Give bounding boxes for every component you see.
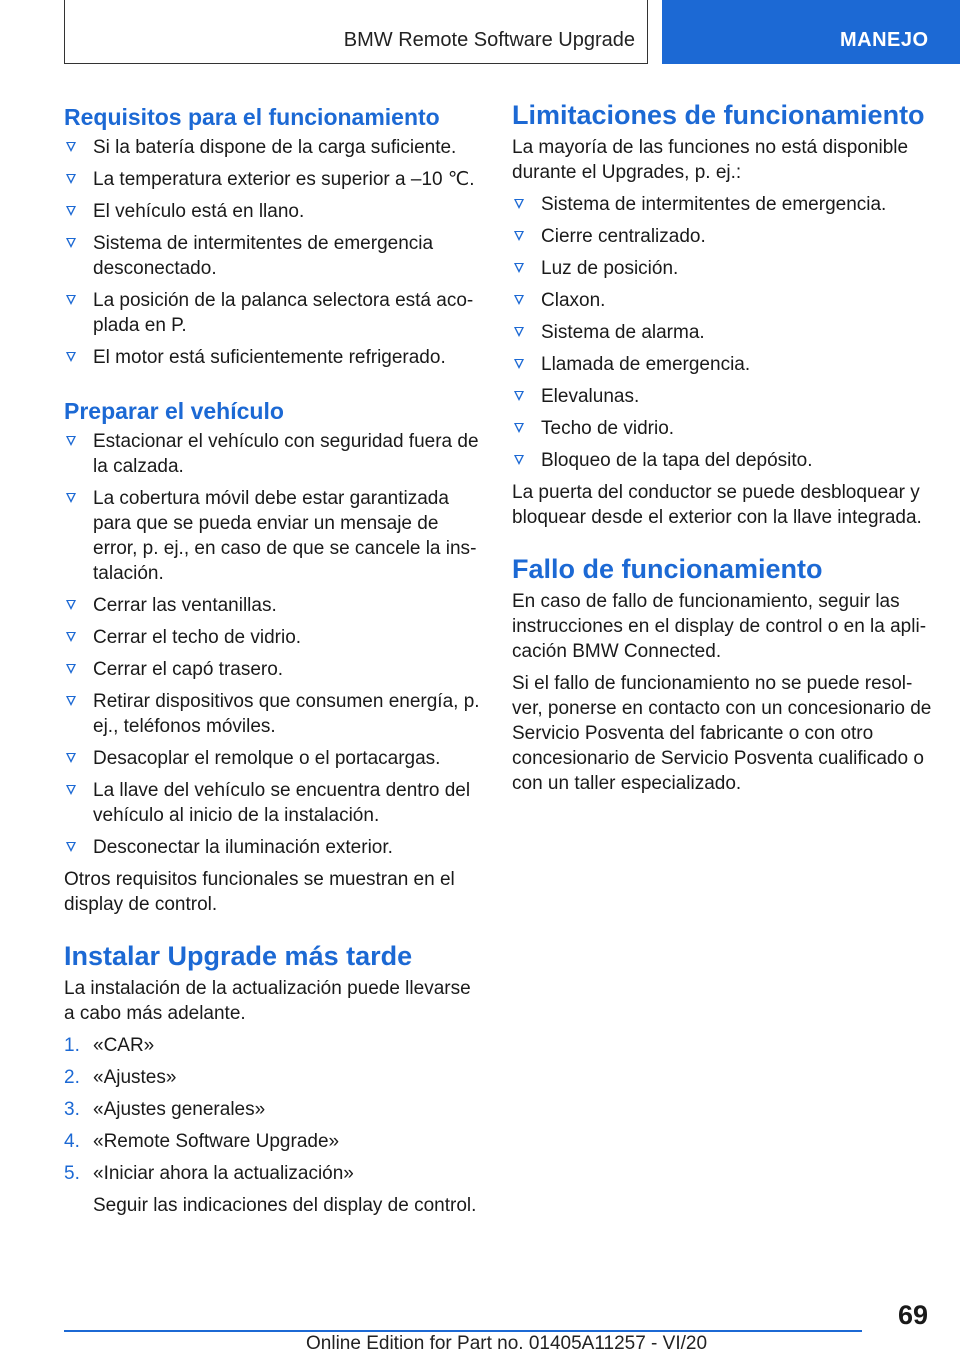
triangle-bullet-icon [66,295,76,305]
section-tab[interactable] [662,0,960,64]
step-text: «Remote Software Upgrade» [93,1131,340,1152]
list-item: Sistema de alarma. [512,320,932,345]
section-tab-label: MANEJO [840,29,929,51]
triangle-bullet-icon [66,842,76,852]
triangle-bullet-icon [66,206,76,216]
list-item: Cerrar las ventanillas. [64,593,482,618]
triangle-bullet-icon [66,436,76,446]
triangle-bullet-icon [514,231,524,241]
instalar-intro: La instalación de la actualización puede llevarse a cabo más adelante. [64,978,471,1024]
triangle-bullet-icon [514,295,524,305]
fallo-paragraph-1: En caso de fallo de funcionamiento, seguir las instrucciones en el display de control o en la aplicación BMW Connected. [512,591,927,662]
step-followup-text: Seguir las indicaciones del display de control. [93,1195,477,1216]
triangle-bullet-icon [66,696,76,706]
step-item [64,1129,482,1154]
header-title: BMW Remote Software Upgrade [343,29,635,51]
page-number: 69 [897,1300,928,1330]
step-item [64,1161,482,1186]
step-item [64,1065,482,1090]
step-text: «CAR» [93,1035,155,1056]
step-item [64,1097,482,1122]
list-item: Elevalunas. [512,384,932,409]
left-column [64,100,482,1225]
triangle-bullet-icon [66,142,76,152]
triangle-bullet-icon [66,174,76,184]
triangle-bullet-icon [514,263,524,273]
triangle-bullet-icon [514,391,524,401]
list-item: El vehículo está en llano. [64,199,482,224]
triangle-bullet-icon [66,238,76,248]
heading-preparar: Preparar el vehículo [64,398,284,424]
preparar-note: Otros requisitos funcionales se muestran en el display de control. [64,869,455,915]
triangle-bullet-icon [514,327,524,337]
list-item: Bloqueo de la tapa del depósito. [512,448,932,473]
list-item: La temperatura exterior es superior a ‒10 ℃. [64,167,482,192]
triangle-bullet-icon [66,493,76,503]
step-number: 5. [64,1163,80,1184]
triangle-bullet-icon [514,199,524,209]
step-number: 1. [64,1035,80,1056]
step-number: 2. [64,1067,80,1088]
steps-instalar [64,1033,482,1218]
list-item: Llamada de emergencia. [512,352,932,377]
triangle-bullet-icon [66,600,76,610]
list-item: El motor está suficientemente refrigerado. [64,345,482,370]
list-item: Desconectar la iluminación exterior. [64,835,482,860]
list-requisitos [64,135,482,370]
triangle-bullet-icon [66,632,76,642]
list-item: Sistema de intermitentes de emergencia desconectado. [64,231,482,281]
limitaciones-note: La puerta del conductor se puede desbloquear y bloquear desde el exterior con la llave integrada. [512,482,922,528]
fallo-paragraph-2: Si el fallo de funcionamiento no se puede resolver, ponerse en contacto con un concesionario de Servicio Posventa del fabricante o con otro concesionario de Servicio Posventa cualificado o con un taller especializado. [512,673,932,794]
triangle-bullet-icon [66,664,76,674]
heading-requisitos: Requisitos para el funcionamiento [64,104,440,130]
triangle-bullet-icon [514,359,524,369]
heading-limitaciones: Limitaciones de funcionamiento [512,100,925,130]
triangle-bullet-icon [514,423,524,433]
heading-fallo: Fallo de funcionamiento [512,554,823,584]
list-limitaciones [512,192,932,473]
list-item: La cobertura móvil debe estar garantizada para que se pueda enviar un mensaje de error, p. ej., en caso de que se cancele la instalación. [64,486,482,586]
list-item: Sistema de intermitentes de emergencia. [512,192,932,217]
list-item: Estacionar el vehículo con seguridad fuera de la calzada. [64,429,482,479]
list-item: Desacoplar el remolque o el portacargas. [64,746,482,771]
step-followup [64,1193,482,1218]
triangle-bullet-icon [514,455,524,465]
list-preparar [64,429,482,860]
list-item: Cerrar el capó trasero. [64,657,482,682]
list-item: La posición de la palanca selectora está acoplada en P. [64,288,482,338]
list-item: La llave del vehículo se encuentra dentro del vehículo al inicio de la instalación. [64,778,482,828]
heading-instalar: Instalar Upgrade más tarde [64,941,413,971]
step-text: «Iniciar ahora la actualización» [93,1163,354,1184]
triangle-bullet-icon [66,785,76,795]
list-item: Si la batería dispone de la carga suficiente. [64,135,482,160]
step-item [64,1033,482,1058]
list-item: Luz de posición. [512,256,932,281]
step-text: «Ajustes generales» [93,1099,266,1120]
right-column [512,100,932,803]
footer-edition: Online Edition for Part no. 01405A11257 - VI/20 [306,1333,708,1354]
list-item: Retirar dispositivos que consumen energía, p. ej., teléfonos móviles. [64,689,482,739]
list-item: Techo de vidrio. [512,416,932,441]
list-item: Cerrar el techo de vidrio. [64,625,482,650]
step-text: «Ajustes» [93,1067,177,1088]
list-item: Cierre centralizado. [512,224,932,249]
step-number: 4. [64,1131,80,1152]
triangle-bullet-icon [66,753,76,763]
limitaciones-intro: La mayoría de las funciones no está disponible durante el Upgrades, p. ej.: [512,137,909,183]
header-box [64,0,648,64]
footer-divider [64,1330,862,1332]
step-number: 3. [64,1099,80,1120]
triangle-bullet-icon [66,352,76,362]
list-item: Claxon. [512,288,932,313]
